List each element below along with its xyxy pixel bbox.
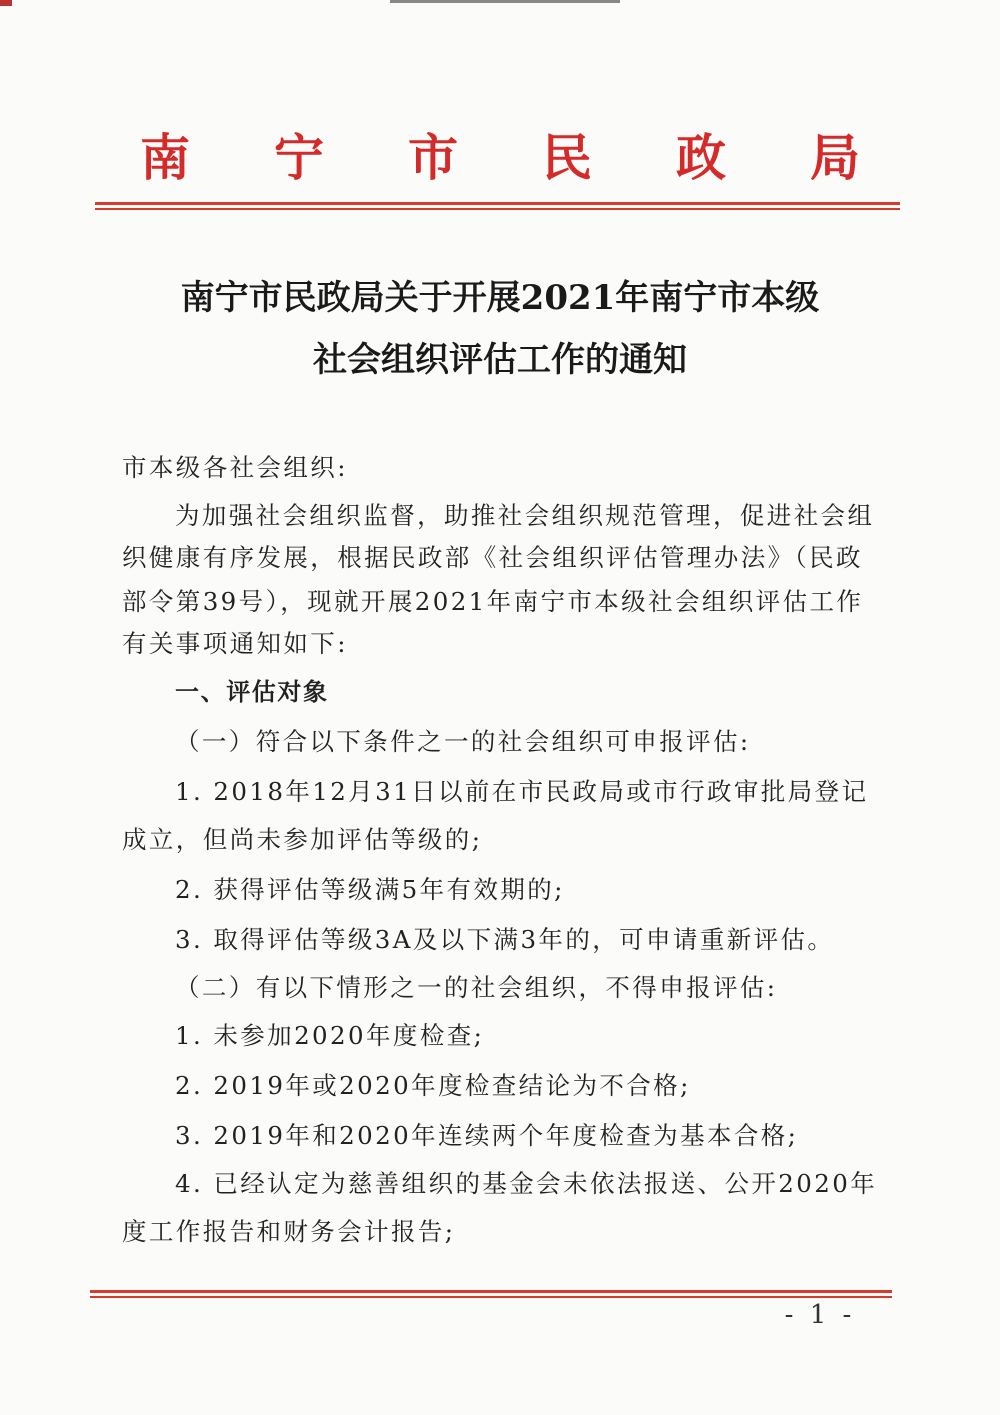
subsection-heading: （二）有以下情形之一的社会组织，不得申报评估: [175, 973, 778, 1002]
list-item: 3. 取得评估等级3A及以下满3年的，可申请重新评估。 [175, 925, 835, 954]
list-item: 2. 2019年或2020年度检查结论为不合格; [175, 1071, 691, 1100]
letterhead-char: 南 [140, 128, 190, 187]
document-title-line2: 社会组织评估工作的通知 [313, 340, 687, 380]
intro-line: 有关事项通知如下: [122, 629, 348, 658]
letterhead-rule-thin [95, 208, 900, 210]
salutation: 市本级各社会组织: [122, 453, 348, 482]
list-item-continuation: 成立，但尚未参加评估等级的; [122, 825, 483, 854]
list-item: 4. 已经认定为慈善组织的基金会未依法报送、公开2020年 [175, 1169, 878, 1198]
subsection-heading: （一）符合以下条件之一的社会组织可申报评估: [175, 727, 751, 756]
letterhead-char: 政 [676, 128, 726, 187]
footer-rule [90, 1290, 892, 1293]
letterhead-char: 民 [542, 128, 592, 187]
list-item: 1. 未参加2020年度检查; [175, 1021, 485, 1050]
document-title-line1: 南宁市民政局关于开展2021年南宁市本级 [180, 278, 820, 318]
letterhead-char: 宁 [274, 128, 324, 187]
letterhead-rule [95, 202, 900, 205]
page-number: - 1 - [784, 1300, 856, 1330]
intro-line: 为加强社会组织监督，助推社会组织规范管理，促进社会组 [175, 501, 875, 530]
scan-edge-bar [390, 0, 620, 3]
section-heading: 一、评估对象 [175, 678, 329, 706]
footer-rule-thin [90, 1296, 892, 1298]
letterhead-char: 市 [408, 128, 458, 187]
intro-line: 部令第39号），现就开展2021年南宁市本级社会组织评估工作 [122, 587, 864, 616]
intro-line: 织健康有序发展，根据民政部《社会组织评估管理办法》（民政 [122, 543, 863, 572]
letterhead-char: 局 [810, 128, 860, 187]
list-item: 1. 2018年12月31日以前在市民政局或市行政审批局登记 [175, 777, 869, 806]
letterhead [140, 128, 860, 188]
scan-edge-mark [0, 0, 12, 6]
list-item: 3. 2019年和2020年连续两个年度检查为基本合格; [175, 1121, 799, 1150]
list-item-continuation: 度工作报告和财务会计报告; [122, 1217, 456, 1246]
list-item: 2. 获得评估等级满5年有效期的; [175, 875, 565, 904]
